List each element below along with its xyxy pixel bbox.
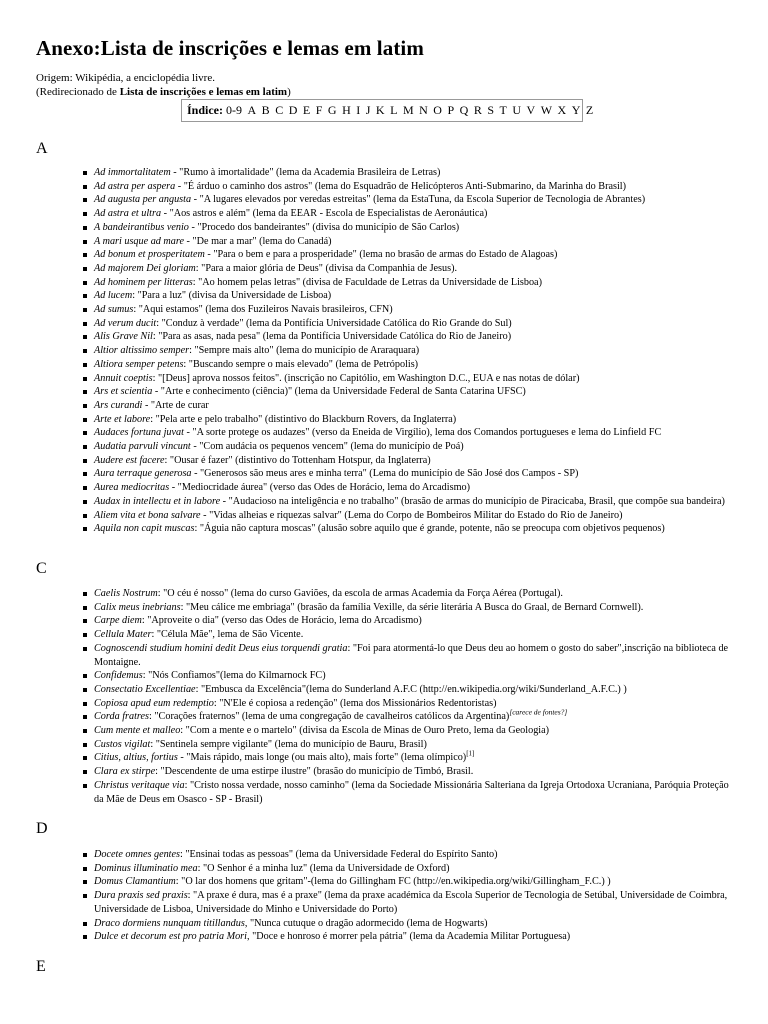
latin-phrase: Consectatio Excellentiae <box>94 683 196 695</box>
list-item <box>94 724 734 738</box>
page-title: Anexo:Lista de inscrições e lemas em latim <box>36 36 424 60</box>
list-item <box>94 875 734 889</box>
section-heading-d: D <box>36 820 48 837</box>
index-letters <box>223 103 593 118</box>
latin-phrase: Domus Clamantium <box>94 876 176 888</box>
list-item <box>94 426 734 440</box>
index-label: Índice: <box>187 103 223 117</box>
latin-phrase: Aurea mediocritas <box>94 482 170 494</box>
latin-phrase: Cellula Mater <box>94 629 152 641</box>
list-item <box>94 751 734 765</box>
list-item <box>94 248 734 262</box>
redirect-line <box>36 85 291 99</box>
translation-text: : "Conduz à verdade" (lema da Pontifícia Universidade Católica do Rio Grande do Sul) <box>156 317 512 329</box>
translation-text: : "O lar dos homens que gritam"-(lema do Gillingham FC (http://en.wikipedia.org/wiki/Gillingham_F.C.) ) <box>175 876 611 888</box>
latin-phrase: Confidemus <box>94 670 143 682</box>
latin-phrase: A bandeirantibus venio <box>94 221 189 233</box>
list-item <box>94 399 734 413</box>
latin-phrase: Audax in intellectu et in labore <box>94 495 221 507</box>
index-letter-link[interactable]: O <box>433 103 442 117</box>
latin-phrase: Aura terraque generosa <box>94 468 192 480</box>
redirect-suffix: ) <box>287 86 291 98</box>
index-letter-link[interactable]: R <box>473 103 482 117</box>
latin-phrase: Arte et labore <box>94 413 151 425</box>
list-item <box>94 522 734 536</box>
redirect-target-link[interactable]: Lista de inscrições e lemas em latim <box>119 86 288 98</box>
translation-text: : "Ousar é fazer" (distintivo do Tottenham Hotspur, da Inglaterra) <box>164 454 431 466</box>
latin-phrase: Audere est facere <box>94 454 165 466</box>
reference-link[interactable]: [1] <box>466 750 475 759</box>
index-letter-link[interactable]: W <box>540 103 553 117</box>
latin-phrase: Altior altissimo semper <box>94 345 190 357</box>
translation-text: : "Para a luz" (divisa da Universidade de Lisboa) <box>132 290 332 302</box>
index-letter-link[interactable]: I <box>356 103 361 117</box>
translation-text: - "Arte e conhecimento (ciência)" (lema da Universidade Federal de Santa Catarina UFSC) <box>152 386 526 398</box>
latin-phrase: Ad immortalitatem <box>94 167 171 178</box>
translation-text: - "Vidas alheias e riquezas salvar" (Lema do Corpo de Bombeiros Militar do Estado do Rio de Janeiro) <box>200 509 623 521</box>
translation-text: : "Corações fraternos" (lema de uma congregação de cavalheiros católicos da Argentina) <box>149 711 510 723</box>
translation-text: : "Nós Confiamos"(lema do Kilmarnock FC) <box>142 670 326 682</box>
latin-phrase: Citius, altius, fortius <box>94 752 178 764</box>
translation-text: - "Com audácia os pequenos vencem" (lema do município de Poá) <box>190 441 464 453</box>
list-item <box>94 481 734 495</box>
translation-text: : "Para a maior glória de Deus" (divisa da Companhia de Jesus). <box>195 262 458 274</box>
list-item <box>94 889 734 916</box>
list-item <box>94 642 734 669</box>
latin-phrase: Annuit coeptis <box>94 372 153 384</box>
index-letter-link[interactable]: X <box>557 103 567 117</box>
translation-text: - "Procedo dos bandeirantes" (divisa do município de São Carlos) <box>188 221 460 233</box>
translation-text: - "De mar a mar" (lema do Canadá) <box>184 235 332 247</box>
latin-phrase: Corda fratres <box>94 711 150 723</box>
list-item <box>94 848 734 862</box>
index-letter-link[interactable]: 0-9 <box>226 103 242 117</box>
latin-phrase: A mari usque ad mare <box>94 235 184 247</box>
list-item <box>94 289 734 303</box>
index-letter-link[interactable]: N <box>419 103 428 117</box>
section-heading-a: A <box>36 140 48 157</box>
list-item <box>94 765 734 779</box>
latin-phrase: Ars et scientia <box>94 386 153 398</box>
translation-text: - "Mais rápido, mais longe (ou mais alto), mais forte" (lema olímpico) <box>177 752 467 764</box>
origin-line: Origem: Wikipédia, a enciclopédia livre. <box>36 72 215 84</box>
list-item <box>94 180 734 194</box>
latin-phrase: Ad astra et ultra <box>94 208 162 220</box>
entry-list-d <box>94 848 734 944</box>
index-letter-link[interactable]: U <box>512 103 522 117</box>
list-item <box>94 669 734 683</box>
translation-text: : "O Senhor é a minha luz" (lema da Universidade de Oxford) <box>197 862 450 874</box>
index-letter-link[interactable]: J <box>365 103 371 117</box>
index-letter-link[interactable]: E <box>302 103 311 117</box>
latin-phrase: Dulce et decorum est pro patria Mori <box>94 931 247 943</box>
list-item <box>94 207 734 221</box>
latin-phrase: Christus veritaque via <box>94 779 185 791</box>
latin-phrase: Dura praxis sed praxis <box>94 890 188 902</box>
latin-phrase: Ad augusta per angusta <box>94 194 192 206</box>
index-letter-link[interactable]: Q <box>459 103 469 117</box>
list-item <box>94 509 734 523</box>
index-letter-link[interactable]: G <box>327 103 337 117</box>
index-letter-link[interactable]: P <box>447 103 455 117</box>
list-item <box>94 276 734 290</box>
index-letter-link[interactable]: K <box>375 103 385 117</box>
list-item <box>94 262 734 276</box>
list-item <box>94 738 734 752</box>
latin-phrase: Altiora semper petens <box>94 358 184 370</box>
list-item <box>94 917 734 931</box>
index-letter-link[interactable]: L <box>390 103 398 117</box>
list-item <box>94 495 734 509</box>
translation-text: : "Para as asas, nada pesa" (lema da Pontifícia Universidade Católica do Rio de Janeiro) <box>152 331 512 343</box>
latin-phrase: Draco dormiens nunquam titillandus <box>94 917 245 929</box>
latin-phrase: Calix meus inebrians <box>94 601 181 613</box>
list-item <box>94 166 734 180</box>
translation-text: , "Doce e honroso é morrer pela pátria" (lema da Academia Militar Portuguesa) <box>246 931 571 943</box>
list-item <box>94 587 734 601</box>
latin-phrase: Copiosa apud eum redemptio <box>94 697 214 709</box>
index-letter-link[interactable]: S <box>487 103 495 117</box>
translation-text: - "Para o bem e para a prosperidade" (lema no brasão de armas do Estado de Alagoas) <box>204 249 558 261</box>
index-letter-link[interactable]: T <box>499 103 507 117</box>
translation-text: : "[Deus] aprova nossos feitos". (inscrição no Capitólio, em Washington D.C., EUA e nas notas de dólar) <box>152 372 580 384</box>
latin-phrase: Audaces fortuna juvat <box>94 427 184 439</box>
translation-text: : "Ensinai todas as pessoas" (lema da Universidade Federal do Espírito Santo) <box>180 849 498 860</box>
translation-text: : "Célula Mãe", lema de São Vicente. <box>151 629 304 641</box>
translation-text: : "Embusca da Excelência"(lema do Sunderland A.F.C (http://en.wikipedia.org/wiki/Sunderland_A.F.C.) ) <box>195 683 627 695</box>
latin-phrase: Audatia parvuli vincunt <box>94 441 191 453</box>
latin-phrase: Ad majorem Dei gloriam <box>94 262 196 274</box>
latin-phrase: Clara ex stirpe <box>94 766 156 778</box>
translation-text: : "Meu cálice me embriaga" (brasão da família Vexille, da série literária A Busca do Graal, de Bernard Cornwell). <box>180 601 644 613</box>
index-letter-link[interactable]: Y <box>571 103 581 117</box>
list-item <box>94 454 734 468</box>
translation-text: - "Rumo à imortalidade" (lema da Academia Brasileira de Letras) <box>170 167 441 178</box>
latin-phrase: Cognoscendi studium homini dedit Deus eius torquendi gratia <box>94 642 348 654</box>
latin-phrase: Custos vigilat <box>94 738 151 750</box>
index-letter-link[interactable]: V <box>526 103 536 117</box>
translation-text: : "Pela arte e pelo trabalho" (distintivo do Blackburn Rovers, da Inglaterra) <box>150 413 457 425</box>
translation-text: : "Águia não captura moscas" (alusão sobre aquilo que é grande, potente, não se preocupa com objetivos pequenos) <box>194 523 665 535</box>
translation-text: : "Cristo nossa verdade, nosso caminho" (lema da Sociedade Missionária Salteriana da Igreja Ortodoxa Ucraniana, Paróquia Proteção da Mãe de Deus em Osasco - SP - Brasil) <box>94 779 729 805</box>
latin-phrase: Ad verum ducit <box>94 317 157 329</box>
list-item <box>94 779 734 806</box>
latin-phrase: Alis Grave Nil <box>94 331 153 343</box>
list-item <box>94 467 734 481</box>
translation-text: : "Sentinela sempre vigilante" (lema do município de Bauru, Brasil) <box>150 738 427 750</box>
index-letter-link[interactable]: M <box>402 103 414 117</box>
latin-phrase: Ad bonum et prosperitatem <box>94 249 205 261</box>
list-item <box>94 862 734 876</box>
latin-phrase: Ad astra per aspera <box>94 180 176 192</box>
entry-list-c <box>94 587 734 806</box>
list-item <box>94 683 734 697</box>
latin-phrase: Carpe diem <box>94 615 142 627</box>
index-letter-link[interactable]: H <box>342 103 351 117</box>
translation-text: - "A sorte protege os audazes" (verso da Eneida de Virgílio), lema dos Comandos portugueses e lema do Linfield FC <box>183 427 662 439</box>
index-toc <box>181 99 594 122</box>
list-item <box>94 628 734 642</box>
entry-list-a <box>94 166 734 536</box>
latin-phrase: Dominus illuminatio mea <box>94 862 198 874</box>
index-letter-link[interactable]: B <box>261 103 270 117</box>
index-letter-link[interactable]: F <box>315 103 323 117</box>
list-item <box>94 330 734 344</box>
translation-text: : "A praxe é dura, mas é a praxe" (lema da praxe académica da Escola Superior de Tecnologia de Setúbal, Universidade de Coimbra, Universidade de Lisboa, Universidade do Minho e Universidade do Porto) <box>94 890 728 915</box>
latin-phrase: Cum mente et malleo <box>94 725 181 737</box>
redirect-prefix: (Redirecionado de <box>36 86 120 98</box>
latin-phrase: Aliem vita et bona salvare <box>94 509 201 521</box>
translation-text: : "Aproveite o dia" (verso das Odes de Horácio, lema do Arcadismo) <box>141 615 422 627</box>
translation-text: - "Arte de curar <box>142 399 209 411</box>
list-item <box>94 358 734 372</box>
translation-text: : "Sempre mais alto" (lema do município de Araraquara) <box>189 345 420 357</box>
translation-text: - "É árduo o caminho dos astros" (lema do Esquadrão de Helicópteros Anti-Submarino, da Marinha do Brasil) <box>175 180 627 192</box>
list-item <box>94 614 734 628</box>
list-item <box>94 440 734 454</box>
translation-text: : "Descendente de uma estirpe ilustre" (brasão do município de Timbó, Brasil. <box>155 766 474 778</box>
translation-text: : "Ao homem pelas letras" (divisa de Faculdade de Letras da Universidade de Lisboa) <box>192 276 542 288</box>
latin-phrase: Aquila non capit muscas <box>94 523 195 535</box>
index-letter-link[interactable]: A <box>247 103 257 117</box>
index-letter-link[interactable]: D <box>288 103 298 117</box>
list-item <box>94 344 734 358</box>
list-item <box>94 707 734 724</box>
translation-text: - "Generosos são meus ares e minha terra" (Lema do município de São José dos Campos - SP) <box>191 468 579 480</box>
section-heading-e: E <box>36 958 46 975</box>
translation-text: : "Buscando sempre o mais elevado" (lema de Petrópolis) <box>183 358 419 370</box>
index-letter-link[interactable]: Z <box>585 103 594 117</box>
list-item <box>94 303 734 317</box>
latin-phrase: Ad lucem <box>94 290 133 302</box>
translation-text: : "N'Ele é copiosa a redenção" (lema dos Missionários Redentoristas) <box>213 697 497 709</box>
translation-text: : "Foi para atormentá-lo que Deus deu ao homem o gosto do saber",inscrição na biblioteca de Montaigne. <box>94 642 729 668</box>
list-item <box>94 413 734 427</box>
list-item <box>94 317 734 331</box>
latin-phrase: Docete omnes gentes <box>94 849 180 860</box>
latin-phrase: Ad hominem per litteras <box>94 276 193 288</box>
list-item <box>94 697 734 711</box>
list-item <box>94 235 734 249</box>
list-item <box>94 930 734 944</box>
translation-text: , "Nunca cutuque o dragão adormecido (lema de Hogwarts) <box>244 917 488 929</box>
list-item <box>94 193 734 207</box>
translation-text: : "Com a mente e o martelo" (divisa da Escola de Minas de Ouro Preto, lema da Geologia) <box>180 725 550 737</box>
index-letter-link[interactable]: C <box>275 103 284 117</box>
list-item <box>94 601 734 615</box>
list-item <box>94 221 734 235</box>
latin-phrase: Ars curandi <box>94 399 143 411</box>
translation-text: - "A lugares elevados por veredas estreitas" (lema da EstaTuna, da Escola Superior de Tecnologia de Abrantes) <box>191 194 646 206</box>
translation-text: - "Mediocridade áurea" (verso das Odes de Horácio, lema do Arcadismo) <box>169 482 470 494</box>
list-item <box>94 385 734 399</box>
translation-text: : "Aqui estamos" (lema dos Fuzileiros Navais brasileiros, CFN) <box>133 304 393 316</box>
latin-phrase: Caelis Nostrum <box>94 588 158 599</box>
translation-text: - "Aos astros e além" (lema da EEAR - Escola de Especialistas de Aeronáutica) <box>161 208 488 220</box>
list-item <box>94 372 734 386</box>
translation-text: - "Audacioso na inteligência e no trabalho" (brasão de armas do município de Piracicaba, Brasil, que compõe sua bandeira) <box>220 495 725 507</box>
translation-text: : "O céu é nosso" (lema do curso Gaviões, da escola de armas Academia da Força Aérea (Portugal). <box>157 588 563 599</box>
section-heading-c: C <box>36 560 47 577</box>
latin-phrase: Ad sumus <box>94 304 134 316</box>
citation-needed-link[interactable]: [carece de fontes?] <box>509 707 568 717</box>
